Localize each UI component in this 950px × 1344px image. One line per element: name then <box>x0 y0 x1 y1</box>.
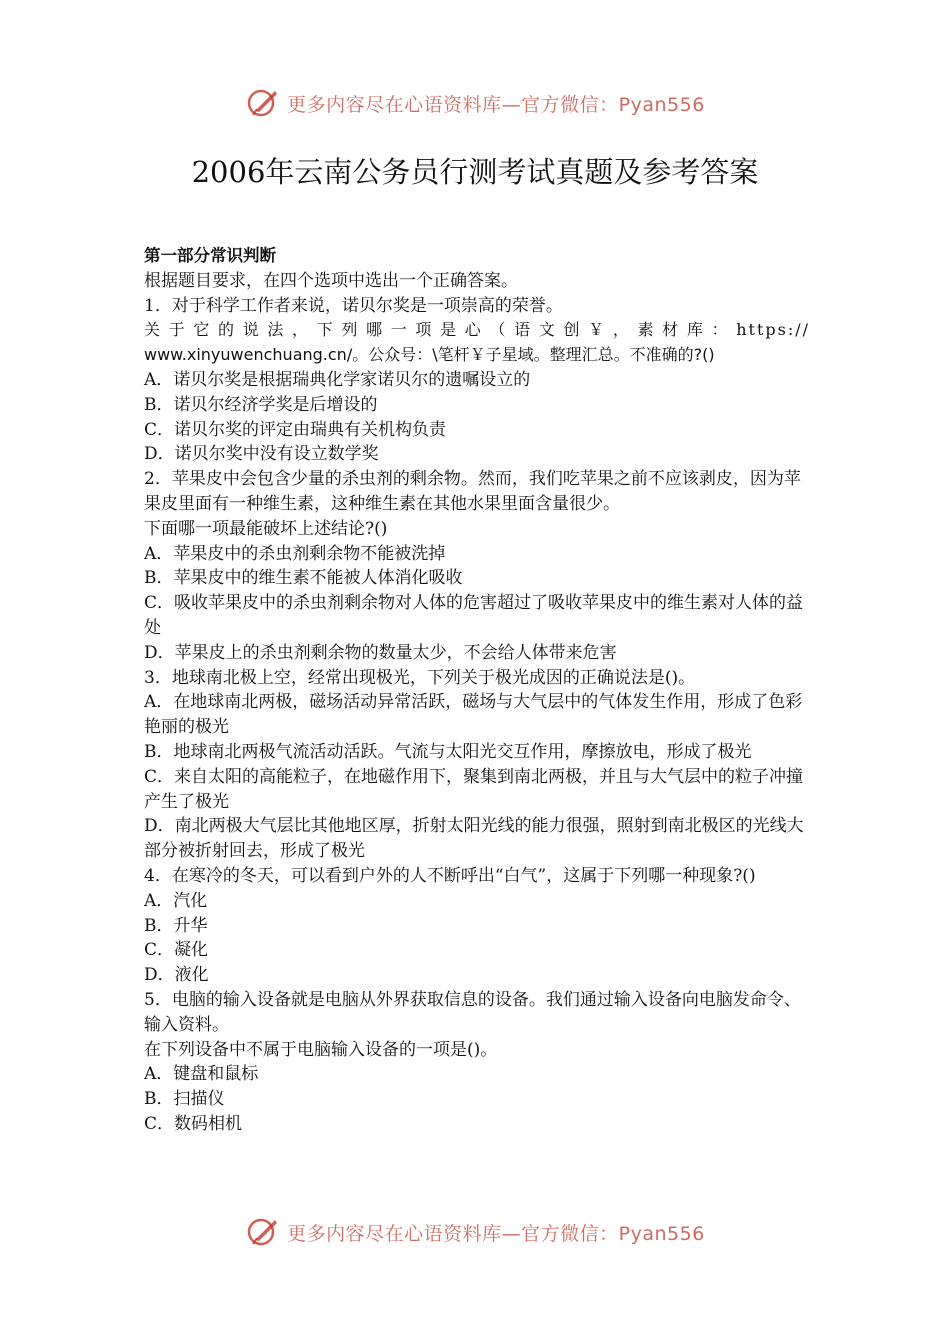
quill-logo-icon <box>245 85 281 121</box>
question-1-option-d: D．诺贝尔奖中没有设立数学奖 <box>144 444 379 465</box>
section-instruction: 根据题目要求，在四个选项中选出一个正确答案。 <box>144 270 518 291</box>
question-1-line-3: www.xinyuwenchuang.cn/。公众号：\笔杆￥子星域。整理汇总。不准确的?() <box>144 345 715 365</box>
question-3-option-b: B．地球南北两极气流活动活跃。气流与太阳光交互作用，摩擦放电，形成了极光 <box>144 741 752 762</box>
question-2-option-b: B．苹果皮中的维生素不能被人体消化吸收 <box>144 568 463 589</box>
question-4-option-a: A．汽化 <box>144 890 208 911</box>
header-watermark-banner <box>0 83 950 123</box>
question-5-stem: 5．电脑的输入设备就是电脑从外界获取信息的设备。我们通过输入设备向电脑发命令、输入资料。 <box>144 989 801 1035</box>
question-5-option-a: A．键盘和鼠标 <box>144 1064 259 1085</box>
question-2-option-c: C．吸收苹果皮中的杀虫剂剩余物对人体的危害超过了吸收苹果皮中的维生素对人体的益处 <box>144 593 804 638</box>
document-title: 2006年云南公务员行测考试真题及参考答案 <box>191 155 759 189</box>
question-3-option-a: A．在地球南北两极，磁场活动异常活跃，磁场与大气层中的气体发生作用，形成了色彩艳丽的极光 <box>144 692 803 738</box>
question-1-stem: 1．对于科学工作者来说，诺贝尔奖是一项崇高的荣誉。 <box>144 295 563 316</box>
question-4-option-c: C．凝化 <box>144 940 209 961</box>
question-2-ask: 下面哪一项最能破坏上述结论?() <box>144 518 388 539</box>
question-5-option-c: C．数码相机 <box>144 1113 243 1134</box>
question-1-line-2: 关于它的说法，下列哪一项是心（语文创￥，素材库：https:// <box>144 320 810 340</box>
question-1-option-a: A．诺贝尔奖是根据瑞典化学家诺贝尔的遗嘱设立的 <box>144 369 531 390</box>
document-body <box>144 244 810 1137</box>
question-3-option-c: C．来自太阳的高能粒子，在地磁作用下，聚集到南北两极，并且与大气层中的粒子冲撞产生了极光 <box>144 766 804 812</box>
question-1-option-b: B．诺贝尔经济学奖是后增设的 <box>144 394 378 415</box>
question-3-stem: 3．地球南北极上空，经常出现极光，下列关于极光成因的正确说法是()。 <box>144 667 696 688</box>
banner-text: 更多内容尽在心语资料库—官方微信：Pyan556 <box>287 93 705 116</box>
question-2-stem: 2．苹果皮中会包含少量的杀虫剂的剩余物。然而，我们吃苹果之前不应该剥皮，因为苹果皮里面有一种维生素，这种维生素在其他水果里面含量很少。 <box>144 469 801 514</box>
section-heading: 第一部分常识判断 <box>144 246 276 265</box>
question-2-option-d: D．苹果皮上的杀虫剂剩余物的数量太少，不会给人体带来危害 <box>144 642 617 663</box>
footer-watermark-banner <box>0 1212 950 1252</box>
quill-logo-icon <box>245 1214 281 1250</box>
question-5-option-b: B．扫描仪 <box>144 1089 225 1110</box>
banner-text: 更多内容尽在心语资料库—官方微信：Pyan556 <box>287 1222 705 1245</box>
question-3-option-d: D．南北两极大气层比其他地区厚，折射太阳光线的能力很强，照射到南北极区的光线大部分被折射回去，形成了极光 <box>144 816 804 862</box>
question-4-option-b: B．升华 <box>144 915 208 936</box>
question-2-option-a: A．苹果皮中的杀虫剂剩余物不能被洗掉 <box>144 543 446 564</box>
question-5-ask: 在下列设备中不属于电脑输入设备的一项是()。 <box>144 1039 498 1060</box>
question-4-stem: 4．在寒冷的冬天，可以看到户外的人不断呼出“白气”，这属于下列哪一种现象?() <box>144 865 756 886</box>
question-4-option-d: D．液化 <box>144 965 209 986</box>
question-1-option-c: C．诺贝尔奖的评定由瑞典有关机构负责 <box>144 419 447 440</box>
